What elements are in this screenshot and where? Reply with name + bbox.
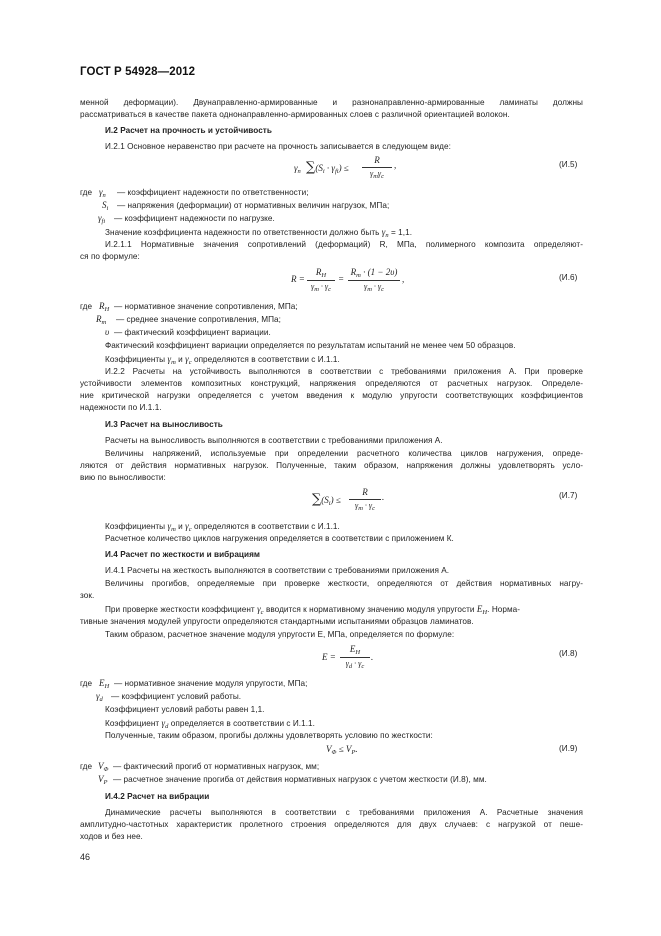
- definition-upsilon: — фактический коэффициент вариации.: [114, 328, 271, 337]
- symbol-v-f: $V_\Phi$: [98, 761, 109, 773]
- symbol-e-h: $E_H$: [99, 678, 110, 690]
- symbol-gamma-fi: $\gamma_{fi}$: [98, 213, 106, 225]
- formula-i6-fraction-bar: [348, 280, 400, 281]
- definition-s-i: — напряжения (деформации) от нормативных величин нагрузок, МПа;: [117, 201, 390, 210]
- formula-i8-numerator: $E_H$: [349, 644, 361, 656]
- formula-i5-denominator: $\gamma_m\gamma_c$: [370, 169, 384, 180]
- formula-i7-numerator: R: [362, 487, 368, 497]
- equation-number-i5: (И.5): [559, 160, 578, 169]
- paragraph-coefficients-2: Коэффициенты $\gamma_m$ и $\gamma_c$ определяются в соответствии с И.1.1.: [105, 521, 340, 533]
- formula-i7-fraction-bar: [349, 499, 381, 500]
- formula-i6-equals: =: [338, 274, 345, 284]
- paragraph-line: И.2.2 Расчеты на устойчивость выполняются в соответствии с требованиями приложения А. При проверке: [105, 367, 583, 376]
- paragraph-line: ние критической нагрузки определяется с учетом введения к модулю упругости соответствующих коэффициентов: [80, 391, 583, 400]
- formula-i8-fraction-bar: [340, 657, 370, 658]
- formula-i6-numerator-1: $R_H$: [315, 267, 327, 279]
- paragraph-i41: И.4.1 Расчеты на жесткость выполняются в соответствии с требованиями приложения А.: [105, 566, 450, 575]
- definition-gamma-fi: — коэффициент надежности по нагрузке.: [114, 214, 275, 223]
- symbol-r-h: $R_H$: [99, 301, 110, 313]
- formula-i7-denominator: $\gamma_m \cdot \gamma_c$: [355, 501, 375, 512]
- paragraph-line: Динамические расчеты выполняются в соответствии с требованиями приложения А. Расчетные значения: [105, 808, 583, 817]
- symbol-s-i: $S_i$: [102, 200, 109, 212]
- paragraph-line: устойчивости элементов композитных конструкций, напряжения определяются от расчетных нагрузок. Определе-: [80, 379, 583, 388]
- paragraph-variation: Фактический коэффициент вариации определяется по результатам испытаний не менее чем 50 образцов.: [105, 341, 516, 350]
- paragraph-line: рассматриваться в качестве пакета однонаправленно-армированных слоев с различной ориентацией волокон.: [80, 110, 510, 119]
- symbol-gamma-d: $\gamma_d$: [96, 691, 103, 703]
- formula-i7-lhs: $\sum(S_i)$ ≤: [312, 492, 341, 507]
- formula-i6-lhs: R =: [291, 274, 305, 284]
- where-label: где: [80, 762, 93, 771]
- paragraph-coefficients-1: Коэффициенты $\gamma_m$ и $\gamma_c$ определяются в соответствии с И.1.1.: [105, 354, 340, 366]
- page-number: 46: [80, 852, 91, 862]
- paragraph-line: ходов и без нее.: [80, 832, 143, 841]
- formula-i9: $V_\Phi \le V_P$.: [326, 744, 358, 756]
- symbol-gamma-n: $\gamma_n$: [99, 187, 106, 199]
- paragraph-gamma-n-value: Значение коэффициента надежности по ответственности должно быть $\gamma_n = 1,1$.: [105, 227, 413, 239]
- formula-i5-numerator: R: [374, 155, 380, 165]
- formula-i6-fraction-bar: [307, 280, 335, 281]
- formula-i7-period: .: [382, 492, 385, 502]
- formula-i6-numerator-2: $R_m \cdot (1 - 2\upsilon)$: [350, 267, 398, 279]
- equation-number-i9: (И.9): [559, 744, 578, 753]
- definition-e-h: — нормативное значение модуля упругости, МПа;: [114, 679, 308, 688]
- definition-gamma-n: — коэффициент надежности по ответственности;: [117, 188, 309, 197]
- symbol-r-m: $R_m$: [96, 314, 107, 326]
- paragraph-gamma-c: При проверке жесткости коэффициент $\gamma_c$ вводится к нормативному значению модуля упругости $E_H$. Норма-: [105, 604, 521, 616]
- formula-i5: $\gamma_n$ $\sum(S_i \cdot \gamma_{fi})$ ≤: [294, 160, 349, 175]
- definition-r-m: — среднее значение сопротивления, МПа;: [116, 315, 281, 324]
- paragraph-line: зок.: [80, 591, 95, 600]
- paragraph-line: менной деформации). Двунаправленно-армированные и разнонаправленно-армированные ламинаты должны: [80, 98, 583, 107]
- where-label: где: [80, 302, 93, 311]
- paragraph-gamma-d-ref: Коэффициент $\gamma_d$ определяется в соответствии с И.1.1.: [105, 718, 315, 730]
- symbol-upsilon: υ: [105, 327, 110, 337]
- formula-i6-denominator-2: $\gamma_m \cdot \gamma_c$: [364, 282, 384, 293]
- formula-i6-comma: ,: [402, 274, 405, 284]
- section-heading-i3: И.3 Расчет на выносливость: [105, 420, 223, 429]
- paragraph-i21: И.2.1 Основное неравенство при расчете на прочность записывается в следующем виде:: [105, 142, 451, 151]
- formula-i8-period: .: [371, 652, 374, 662]
- section-heading-i2: И.2 Расчет на прочность и устойчивость: [105, 126, 272, 135]
- page-header: ГОСТ Р 54928—2012: [80, 66, 196, 78]
- section-heading-i42: И.4.2 Расчет на вибрации: [105, 792, 210, 801]
- paragraph-i3-1: Расчеты на выносливость выполняются в соответствии с требованиями приложения А.: [105, 436, 443, 445]
- paragraph-line: тивные значения модулей упругости определяются стандартными испытаниями образцов ламинатов.: [80, 617, 474, 626]
- formula-i5-fraction-bar: [362, 167, 392, 168]
- definition-gamma-d: — коэффициент условий работы.: [111, 692, 242, 701]
- paragraph-line: надежности по И.1.1.: [80, 403, 162, 412]
- paragraph-deflection-condition: Полученные, таким образом, прогибы должны удовлетворять условию по жесткости:: [105, 731, 433, 740]
- where-label: где: [80, 188, 93, 197]
- where-label: где: [80, 679, 93, 688]
- paragraph-gamma-d-value: Коэффициент условий работы равен 1,1.: [105, 705, 265, 714]
- paragraph-line: И.2.1.1 Нормативные значения сопротивлений (деформаций) R, МПа, полимерного композита определяют-: [105, 240, 583, 249]
- paragraph-line: вию по выносливости:: [80, 473, 166, 482]
- definition-v-f: — фактический прогиб от нормативных нагрузок, мм;: [113, 762, 320, 771]
- paragraph-line: ся по формуле:: [80, 252, 140, 261]
- paragraph-line: Величины прогибов, определяемые при проверке жесткости, определяются от действия нормативных нагру-: [105, 579, 583, 588]
- paragraph-line: ляются от действия нормативных нагрузок. Полученные, таким образом, напряжения должны удовлетворять усло-: [80, 461, 583, 470]
- definition-v-p: — расчетное значение прогиба от действия нормативных нагрузок с учетом жесткости (И.8), мм.: [113, 775, 487, 784]
- formula-i6-denominator-1: $\gamma_m \cdot \gamma_c$: [311, 282, 331, 293]
- equation-number-i8: (И.8): [559, 649, 578, 658]
- symbol-v-p: $V_P$: [98, 774, 108, 786]
- formula-i8-denominator: $\gamma_d \cdot \gamma_c$: [345, 659, 365, 670]
- formula-i5-comma: ,: [394, 160, 397, 170]
- paragraph-e-calc: Таким образом, расчетное значение модуля упругости E, МПа, определяется по формуле:: [105, 630, 455, 639]
- formula-i8-lhs: E =: [322, 652, 336, 662]
- paragraph-line: Величины напряжений, используемые при определении расчетного количества циклов нагружения, опреде-: [105, 449, 583, 458]
- paragraph-cycles: Расчетное количество циклов нагружения определяется в соответствии с приложением К.: [105, 534, 454, 543]
- paragraph-line: амплитудно-частотных характеристик пролетного строения определяются для двух случаев: с нагрузкой от пеше-: [80, 820, 583, 829]
- section-heading-i4: И.4 Расчет по жесткости и вибрациям: [105, 550, 261, 559]
- definition-r-h: — нормативное значение сопротивления, МПа;: [114, 302, 298, 311]
- equation-number-i7: (И.7): [559, 491, 578, 500]
- equation-number-i6: (И.6): [559, 273, 578, 282]
